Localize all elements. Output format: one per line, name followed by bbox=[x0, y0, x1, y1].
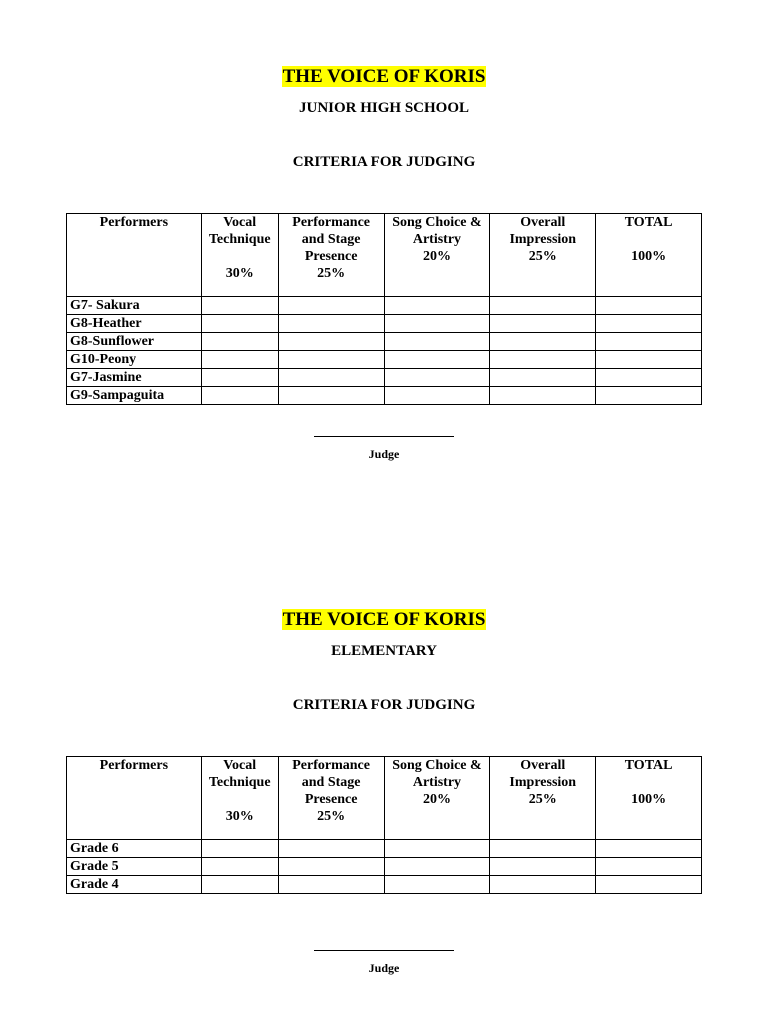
score-cell[interactable] bbox=[596, 387, 702, 405]
score-cell[interactable] bbox=[278, 369, 384, 387]
section-2-heading: CRITERIA FOR JUDGING bbox=[292, 697, 476, 713]
table-row bbox=[67, 858, 702, 876]
performer-name: G7-Jasmine bbox=[67, 369, 202, 387]
performer-name: Grade 6 bbox=[67, 840, 202, 858]
section-1-signature-line bbox=[314, 436, 454, 437]
score-cell[interactable] bbox=[201, 315, 278, 333]
score-cell[interactable] bbox=[201, 840, 278, 858]
score-cell[interactable] bbox=[490, 369, 596, 387]
table-row bbox=[67, 876, 702, 894]
section-1-heading: CRITERIA FOR JUDGING bbox=[292, 154, 476, 170]
header-performers: Performers bbox=[67, 757, 202, 840]
score-cell[interactable] bbox=[384, 858, 490, 876]
score-cell[interactable] bbox=[201, 387, 278, 405]
header-vocal-technique: Vocal Technique 30% bbox=[201, 757, 278, 840]
score-cell[interactable] bbox=[384, 315, 490, 333]
score-cell[interactable] bbox=[490, 387, 596, 405]
score-cell[interactable] bbox=[384, 369, 490, 387]
score-cell[interactable] bbox=[384, 351, 490, 369]
section-1-level: JUNIOR HIGH SCHOOL bbox=[298, 100, 470, 116]
table-header-row bbox=[67, 757, 702, 840]
score-cell[interactable] bbox=[201, 351, 278, 369]
score-cell[interactable] bbox=[490, 351, 596, 369]
header-song-choice: Song Choice & Artistry 20% bbox=[384, 757, 490, 840]
table-row bbox=[67, 315, 702, 333]
performer-name: Grade 5 bbox=[67, 858, 202, 876]
total-weight: 100% bbox=[631, 792, 667, 807]
section-2-criteria-table bbox=[66, 756, 702, 894]
section-2-title-text: THE VOICE OF KORIS bbox=[282, 609, 486, 630]
score-cell[interactable] bbox=[384, 297, 490, 315]
performer-name: G8-Heather bbox=[67, 315, 202, 333]
table-row bbox=[67, 840, 702, 858]
performance-weight: 25% bbox=[317, 266, 346, 281]
table-row bbox=[67, 369, 702, 387]
performance-weight: 25% bbox=[317, 809, 346, 824]
score-cell[interactable] bbox=[490, 840, 596, 858]
score-cell[interactable] bbox=[596, 333, 702, 351]
header-overall: Overall Impression 25% bbox=[490, 757, 596, 840]
header-performance: Performance and Stage Presence 25% bbox=[278, 757, 384, 840]
score-cell[interactable] bbox=[596, 351, 702, 369]
header-performance: Performance and Stage Presence 25% bbox=[278, 214, 384, 297]
score-cell[interactable] bbox=[596, 369, 702, 387]
score-cell[interactable] bbox=[490, 333, 596, 351]
score-cell[interactable] bbox=[384, 333, 490, 351]
score-cell[interactable] bbox=[490, 858, 596, 876]
table-row bbox=[67, 333, 702, 351]
table-row bbox=[67, 297, 702, 315]
score-cell[interactable] bbox=[278, 876, 384, 894]
vocal-weight: 30% bbox=[225, 266, 254, 281]
score-cell[interactable] bbox=[278, 351, 384, 369]
section-2-signature-line bbox=[314, 950, 454, 951]
header-vocal-technique: Vocal Technique 30% bbox=[201, 214, 278, 297]
performer-name: Grade 4 bbox=[67, 876, 202, 894]
header-overall: Overall Impression 25% bbox=[490, 214, 596, 297]
table-row bbox=[67, 351, 702, 369]
header-total: TOTAL 100% bbox=[596, 214, 702, 297]
score-cell[interactable] bbox=[201, 858, 278, 876]
score-cell[interactable] bbox=[596, 840, 702, 858]
section-1-criteria-table bbox=[66, 213, 702, 405]
score-cell[interactable] bbox=[278, 315, 384, 333]
score-cell[interactable] bbox=[490, 315, 596, 333]
score-cell[interactable] bbox=[278, 333, 384, 351]
section-1-title-text: THE VOICE OF KORIS bbox=[282, 66, 486, 87]
score-cell[interactable] bbox=[384, 876, 490, 894]
score-cell[interactable] bbox=[201, 333, 278, 351]
score-cell[interactable] bbox=[596, 297, 702, 315]
header-total: TOTAL 100% bbox=[596, 757, 702, 840]
table-header-row bbox=[67, 214, 702, 297]
table-row bbox=[67, 387, 702, 405]
score-cell[interactable] bbox=[201, 297, 278, 315]
score-cell[interactable] bbox=[490, 876, 596, 894]
score-cell[interactable] bbox=[596, 315, 702, 333]
performer-name: G9-Sampaguita bbox=[67, 387, 202, 405]
score-cell[interactable] bbox=[596, 876, 702, 894]
header-song-choice: Song Choice & Artistry 20% bbox=[384, 214, 490, 297]
score-cell[interactable] bbox=[278, 858, 384, 876]
score-cell[interactable] bbox=[384, 840, 490, 858]
overall-weight: 25% bbox=[528, 249, 557, 264]
score-cell[interactable] bbox=[278, 840, 384, 858]
score-cell[interactable] bbox=[490, 297, 596, 315]
section-2-signature-label: Judge bbox=[368, 961, 400, 975]
score-cell[interactable] bbox=[596, 858, 702, 876]
score-cell[interactable] bbox=[278, 297, 384, 315]
song-weight: 20% bbox=[422, 792, 451, 807]
score-cell[interactable] bbox=[278, 387, 384, 405]
overall-weight: 25% bbox=[528, 792, 557, 807]
score-cell[interactable] bbox=[384, 387, 490, 405]
header-performers: Performers bbox=[67, 214, 202, 297]
performer-name: G10-Peony bbox=[67, 351, 202, 369]
performer-name: G7- Sakura bbox=[67, 297, 202, 315]
section-1-signature-label: Judge bbox=[368, 447, 400, 461]
total-weight: 100% bbox=[631, 249, 667, 264]
score-cell[interactable] bbox=[201, 369, 278, 387]
section-1-title bbox=[0, 65, 768, 89]
vocal-weight: 30% bbox=[225, 809, 254, 824]
song-weight: 20% bbox=[422, 249, 451, 264]
performer-name: G8-Sunflower bbox=[67, 333, 202, 351]
section-2-level: ELEMENTARY bbox=[331, 643, 437, 659]
section-2-title bbox=[0, 608, 768, 632]
score-cell[interactable] bbox=[201, 876, 278, 894]
